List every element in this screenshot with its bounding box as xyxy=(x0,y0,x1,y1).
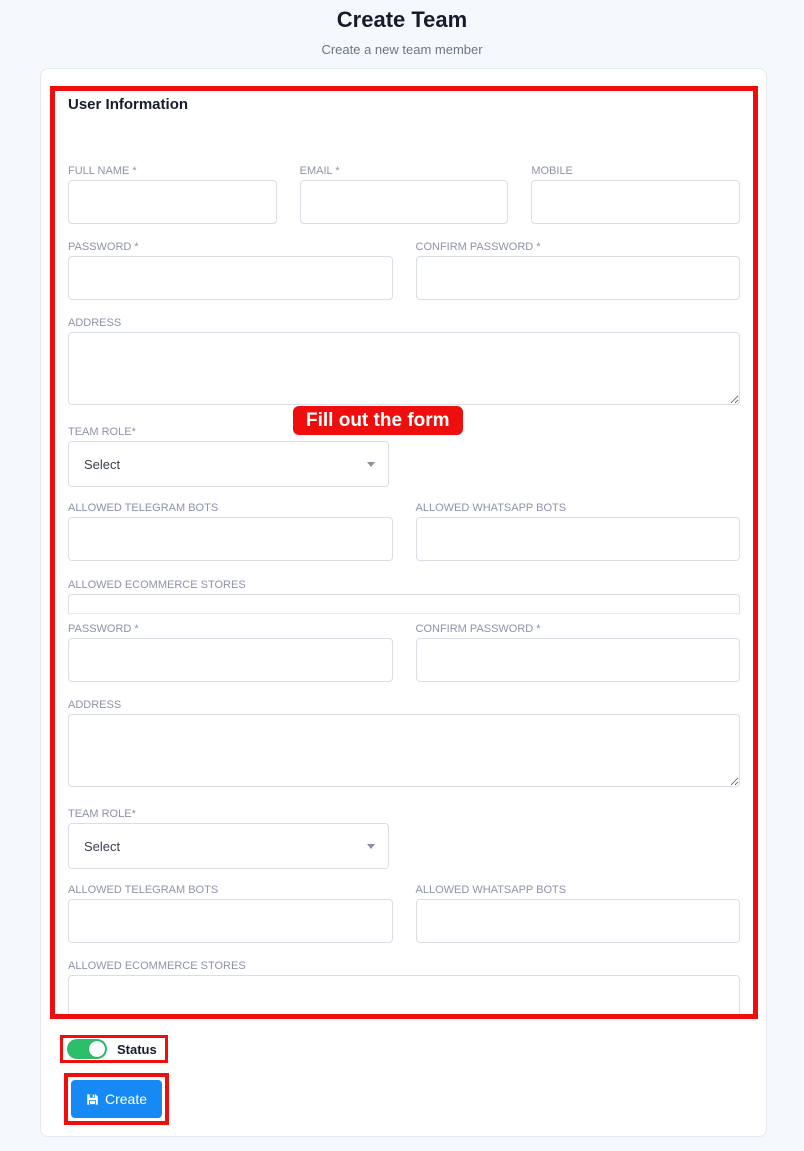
confirm-password-label-2: CONFIRM PASSWORD * xyxy=(415,623,541,635)
create-button[interactable] xyxy=(71,1080,162,1118)
form-highlight-box xyxy=(50,86,758,1019)
field-address-2 xyxy=(68,699,740,792)
field-allowed-telegram-bots xyxy=(68,502,393,561)
allowed-whatsapp-bots-input[interactable] xyxy=(416,517,741,561)
field-email xyxy=(300,165,509,224)
allowed-whatsapp-bots-label-2: ALLOWED WHATSAPP BOTS xyxy=(415,884,567,896)
status-toggle[interactable] xyxy=(67,1039,107,1059)
save-icon xyxy=(86,1093,99,1106)
field-team-role-2 xyxy=(68,808,740,869)
email-label: EMAIL * xyxy=(299,165,340,177)
field-address xyxy=(68,317,740,410)
allowed-whatsapp-bots-label: ALLOWED WHATSAPP BOTS xyxy=(415,502,567,514)
field-mobile xyxy=(531,165,740,224)
fill-form-annotation: Fill out the form xyxy=(293,406,463,435)
allowed-telegram-bots-label-2: ALLOWED TELEGRAM BOTS xyxy=(68,884,219,896)
password-input-2[interactable] xyxy=(68,638,393,682)
team-role-label: TEAM ROLE* xyxy=(68,426,136,438)
team-role-select[interactable] xyxy=(68,441,389,487)
allowed-ecommerce-stores-label-2: ALLOWED ECOMMERCE STORES xyxy=(68,960,246,972)
full-name-label: FULL NAME * xyxy=(68,165,137,177)
status-label: Status xyxy=(117,1041,157,1057)
status-highlight-box xyxy=(60,1035,168,1063)
team-role-label-2: TEAM ROLE* xyxy=(68,808,136,820)
card-heading: User Information xyxy=(68,96,189,113)
allowed-telegram-bots-input[interactable] xyxy=(68,517,393,561)
field-password xyxy=(68,241,393,300)
confirm-password-input[interactable] xyxy=(416,256,741,300)
allowed-telegram-bots-label: ALLOWED TELEGRAM BOTS xyxy=(68,502,219,514)
allowed-ecommerce-stores-label: ALLOWED ECOMMERCE STORES xyxy=(68,579,246,591)
mobile-input[interactable] xyxy=(531,180,740,224)
page-title: Create Team xyxy=(336,7,468,32)
field-allowed-ecommerce-stores xyxy=(68,579,740,614)
create-team-form xyxy=(68,165,740,1019)
password-input[interactable] xyxy=(68,256,393,300)
create-highlight-box xyxy=(64,1073,169,1125)
allowed-ecommerce-stores-input[interactable] xyxy=(68,594,740,614)
field-team-role xyxy=(68,426,740,487)
address-textarea-2[interactable] xyxy=(68,714,740,787)
allowed-telegram-bots-input-2[interactable] xyxy=(68,899,393,943)
field-full-name xyxy=(68,165,277,224)
field-password-2 xyxy=(68,623,393,682)
user-info-card xyxy=(40,68,767,1137)
toggle-knob-icon xyxy=(88,1040,106,1058)
team-role-select-2[interactable] xyxy=(68,823,389,869)
field-allowed-ecommerce-stores-2 xyxy=(68,960,740,1019)
password-label: PASSWORD * xyxy=(68,241,139,253)
email-input[interactable] xyxy=(300,180,509,224)
password-label-2: PASSWORD * xyxy=(68,623,139,635)
field-allowed-whatsapp-bots xyxy=(416,502,741,561)
field-confirm-password xyxy=(416,241,741,300)
team-role-select-value-2: Select xyxy=(84,838,121,854)
caret-down-icon xyxy=(367,844,375,849)
create-button-label: Create xyxy=(104,1091,148,1107)
address-label-2: ADDRESS xyxy=(68,699,122,711)
confirm-password-input-2[interactable] xyxy=(416,638,741,682)
address-textarea[interactable] xyxy=(68,332,740,405)
field-allowed-telegram-bots-2 xyxy=(68,884,393,943)
confirm-password-label: CONFIRM PASSWORD * xyxy=(415,241,541,253)
full-name-input[interactable] xyxy=(68,180,277,224)
address-label: ADDRESS xyxy=(68,317,122,329)
team-role-select-value: Select xyxy=(84,456,121,472)
page-subtitle: Create a new team member xyxy=(321,42,483,57)
allowed-whatsapp-bots-input-2[interactable] xyxy=(416,899,741,943)
field-allowed-whatsapp-bots-2 xyxy=(416,884,741,943)
caret-down-icon xyxy=(367,462,375,467)
mobile-label: MOBILE xyxy=(531,165,573,177)
allowed-ecommerce-stores-input-2[interactable] xyxy=(68,975,740,1019)
field-confirm-password-2 xyxy=(416,623,741,682)
